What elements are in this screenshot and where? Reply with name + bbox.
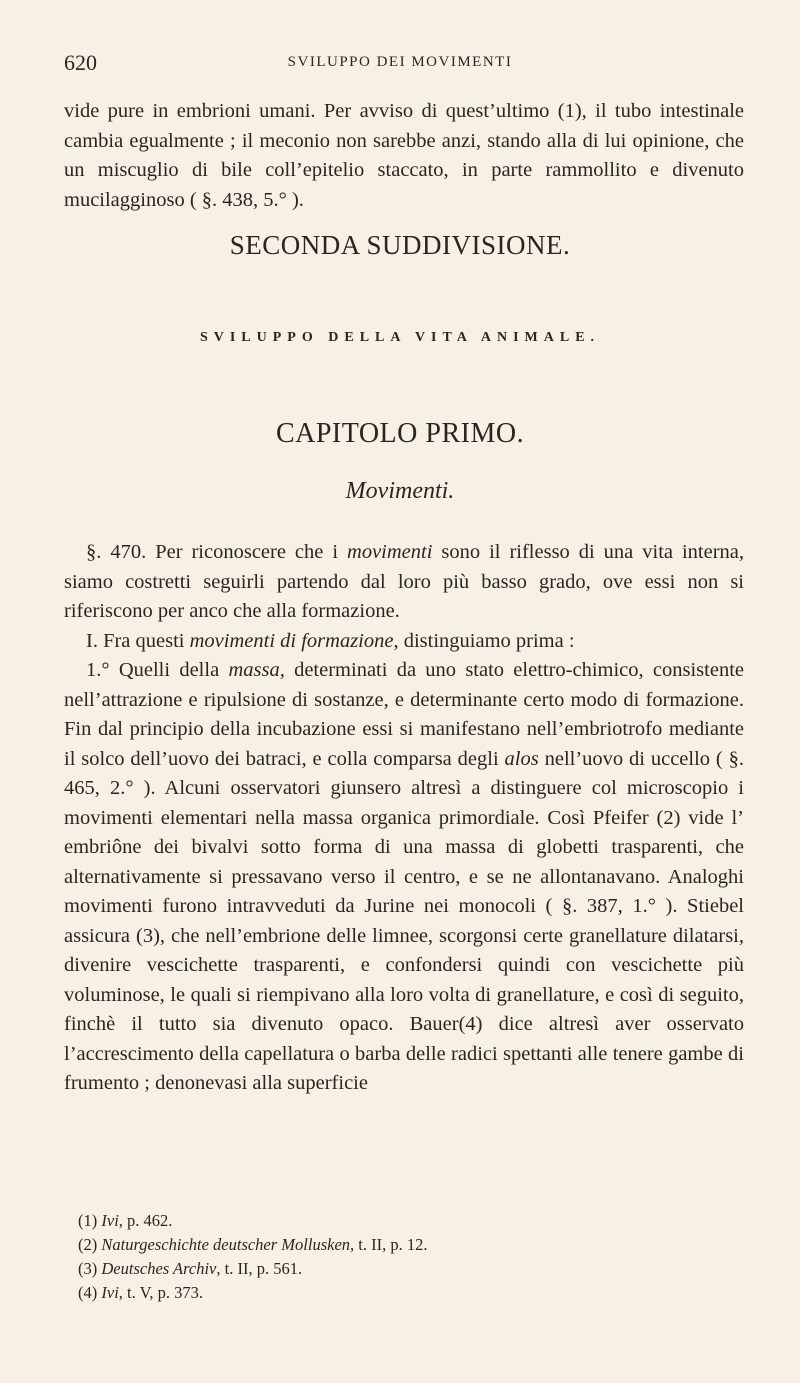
p1-suffix: nell’uovo di uccello ( §. 465, 2.° ). Alcuni osservatori giunsero altresì a distinguere col microscopio i movimenti elementari nella massa organica primordiale. Così Pfeifer (2) vide l’ embriône dei bivalvi sotto forma di una massa di globetti trasparenti, che alternativamente si pressavano verso il centro, e se ne allontanavano. Analoghi movimenti furono intravveduti da Jurine nei monocoli ( §. 387, 1.° ). Stiebel assicura (3), che nell’embrione delle limnee, scorgonsi certe granellature dilatarsi, divenire vescichette trasparenti, e confondersi quindi con vescichette più voluminose, le quali si riempivano alla loro volta di granellature, e così di seguito, finchè il tutto sia divenuto opaco. Bauer(4) dice altresì aver osservato l’accrescimento della capellatura o barba delle radici spettanti alle tenere gambe di frumento ; denonevasi alla superficie	[64, 747, 745, 1094]
main-text	[64, 538, 744, 1099]
footnote-ref: , t. II, p. 12.	[350, 1235, 428, 1254]
footnote-source: Ivi	[101, 1283, 119, 1302]
p1-emphasis-alos: alos	[504, 747, 539, 770]
top-paragraph: vide pure in embrioni umani. Per avviso di quest’ultimo (1), il tubo intestinale cambia egualmente ; il meconio non sarebbe anzi, stando alla di lui opinione, che un miscuglio di bile coll’epitelio staccato, in parte rammollito e divenuto mucilagginoso ( §. 438, 5.° ).	[64, 100, 744, 211]
paragraph-1	[64, 656, 744, 1099]
footnote-mark: (4)	[78, 1283, 102, 1302]
pI-prefix: I. Fra questi	[86, 629, 190, 652]
footnote-mark: (2)	[78, 1235, 102, 1254]
footnote-ref: , t. II, p. 561.	[216, 1259, 303, 1278]
footnote	[78, 1257, 738, 1281]
running-head	[64, 50, 736, 80]
p470-emphasis: movimenti	[347, 541, 433, 563]
pI-emphasis: movimenti di formazione	[189, 629, 394, 652]
page-number: 620	[64, 50, 97, 75]
chapter-heading: CAPITOLO PRIMO.	[275, 418, 525, 449]
footnote-mark: (3)	[78, 1259, 102, 1278]
footnote-source: Ivi	[101, 1211, 119, 1230]
subject-heading: SVILUPPO DELLA VITA ANIMALE.	[199, 330, 601, 345]
footnote	[78, 1281, 738, 1305]
footnote-ref: , p. 462.	[118, 1211, 173, 1230]
footnote-mark: (1)	[78, 1211, 102, 1230]
paragraph-470	[64, 538, 744, 627]
running-title: SVILUPPO DEI MOVIMENTI	[287, 54, 513, 70]
footnote	[78, 1233, 738, 1257]
p1-emphasis-massa: massa	[228, 659, 280, 681]
p470-suffix: sono il riflesso di una vita interna, siamo costretti seguirli partendo dal loro più basso grado, ove essi non si riferiscono per anco che alla formazione.	[64, 541, 744, 622]
footnote-source: Naturgeschichte deutscher Mollusken	[101, 1235, 351, 1254]
paragraph-I	[64, 627, 744, 657]
section-heading: Movimenti.	[345, 478, 455, 504]
footnote-source: Deutsches Archiv	[101, 1259, 217, 1278]
footnote	[78, 1209, 738, 1233]
p1-middle: , determinati da uno stato elettro-chimico, consistente nell’attrazione e ripulsione di sostanze, e determinante certo modo di formazione. Fin dal principio della incubazione essi si manifestano nell’embriotrofo mediante il solco dell’uovo dei batraci, e colla comparsa degli	[64, 659, 744, 770]
top-paragraph-block	[64, 97, 744, 215]
footnote-ref: , t. V, p. 373.	[118, 1283, 203, 1302]
division-heading: SECONDA SUDDIVISIONE.	[229, 230, 571, 260]
p1-prefix: 1.° Quelli della	[86, 659, 229, 681]
footnotes	[78, 1209, 738, 1305]
pI-suffix: , distinguiamo prima :	[393, 629, 575, 652]
p470-prefix: §. 470. Per riconoscere che i	[86, 541, 348, 563]
